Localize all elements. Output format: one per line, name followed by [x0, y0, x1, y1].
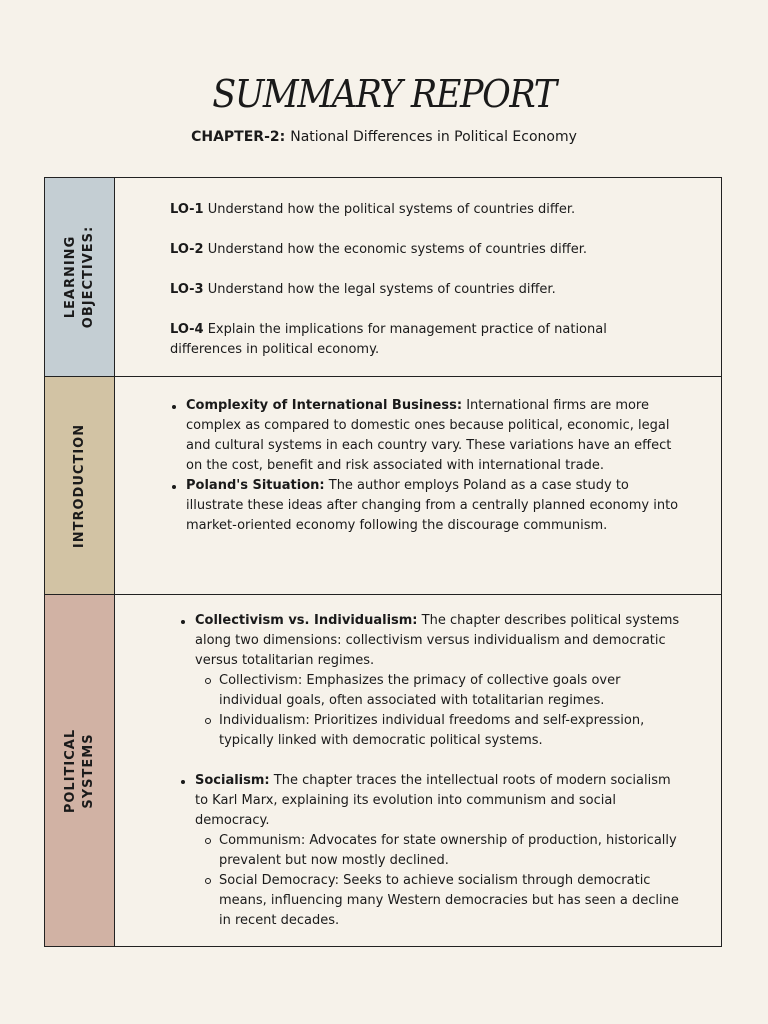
- sub-list-item: Social Democracy: Seeks to achieve socialism through democratic means, influencing many Western democracies but has seen a decline in recent decades.: [195, 871, 681, 931]
- bullet-text: International firms are more complex as compared to domestic ones because political, economic, legal and cultural systems in each country vary. These variations have an effect on the cost, benefit and risk associated with international trade.: [186, 398, 672, 473]
- political-systems-row: [45, 595, 721, 946]
- list-item: [179, 611, 681, 751]
- list-item: [179, 771, 681, 931]
- objective-code: LO-1: [170, 202, 204, 217]
- objective-item: [170, 280, 681, 300]
- bullet-heading: Collectivism vs. Individualism:: [195, 613, 418, 628]
- bullet-heading: Poland's Situation:: [186, 478, 325, 493]
- sub-list-item: Individualism: Prioritizes individual freedoms and self-expression, typically linked with democratic political systems.: [195, 711, 681, 751]
- label-line: LEARNING: [62, 235, 78, 319]
- objective-code: LO-2: [170, 242, 204, 257]
- introduction-row: [45, 377, 721, 595]
- label-line: POLITICAL: [62, 728, 78, 813]
- political-systems-content: [115, 595, 721, 946]
- learning-objectives-band: [45, 178, 115, 376]
- summary-table: [44, 177, 722, 947]
- introduction-content: [115, 377, 721, 594]
- learning-objectives-label: [62, 226, 98, 328]
- chapter-heading: [0, 127, 768, 147]
- political-systems-band: [45, 595, 115, 946]
- sub-list-item: Communism: Advocates for state ownership of production, historically prevalent but now mostly declined.: [195, 831, 681, 871]
- objective-item: [170, 200, 681, 220]
- learning-objectives-row: [45, 178, 721, 377]
- objective-text: Explain the implications for management practice of national differences in political economy.: [170, 322, 607, 357]
- introduction-label: INTRODUCTION: [71, 423, 87, 548]
- bullet-text: The chapter describes political systems along two dimensions: collectivism versus individualism and democratic versus totalitarian regimes.: [195, 613, 680, 668]
- objective-item: [170, 320, 681, 360]
- bullet-text: The author employs Poland as a case study to illustrate these ideas after changing from a centrally planned economy into market-oriented economy following the discourage communism.: [186, 478, 679, 533]
- chapter-label: CHAPTER-2:: [191, 129, 286, 145]
- list-item: [170, 396, 681, 476]
- sub-list-item: Collectivism: Emphasizes the primacy of collective goals over individual goals, often associated with totalitarian regimes.: [195, 671, 681, 711]
- bullet-text: The chapter traces the intellectual roots of modern socialism to Karl Marx, explaining its evolution into communism and social democracy.: [195, 773, 671, 828]
- introduction-list: [170, 396, 681, 536]
- sub-list: [195, 671, 681, 751]
- objective-text: Understand how the political systems of countries differ.: [207, 202, 576, 217]
- objective-text: Understand how the economic systems of countries differ.: [207, 242, 587, 257]
- learning-objectives-content: [115, 178, 721, 376]
- label-line: SYSTEMS: [80, 732, 96, 809]
- political-systems-list: [179, 611, 681, 931]
- label-line: OBJECTIVES:: [80, 225, 96, 329]
- objective-code: LO-4: [170, 322, 204, 337]
- report-title: SUMMARY REPORT: [212, 72, 556, 116]
- introduction-band: [45, 377, 115, 594]
- sub-list: [195, 831, 681, 931]
- chapter-title: National Differences in Political Economy: [290, 129, 577, 145]
- list-item: [170, 476, 681, 536]
- objective-code: LO-3: [170, 282, 204, 297]
- bullet-heading: Socialism:: [195, 773, 270, 788]
- objective-item: [170, 240, 681, 260]
- bullet-heading: Complexity of International Business:: [186, 398, 463, 413]
- objective-text: Understand how the legal systems of countries differ.: [207, 282, 556, 297]
- political-systems-label: [62, 728, 98, 812]
